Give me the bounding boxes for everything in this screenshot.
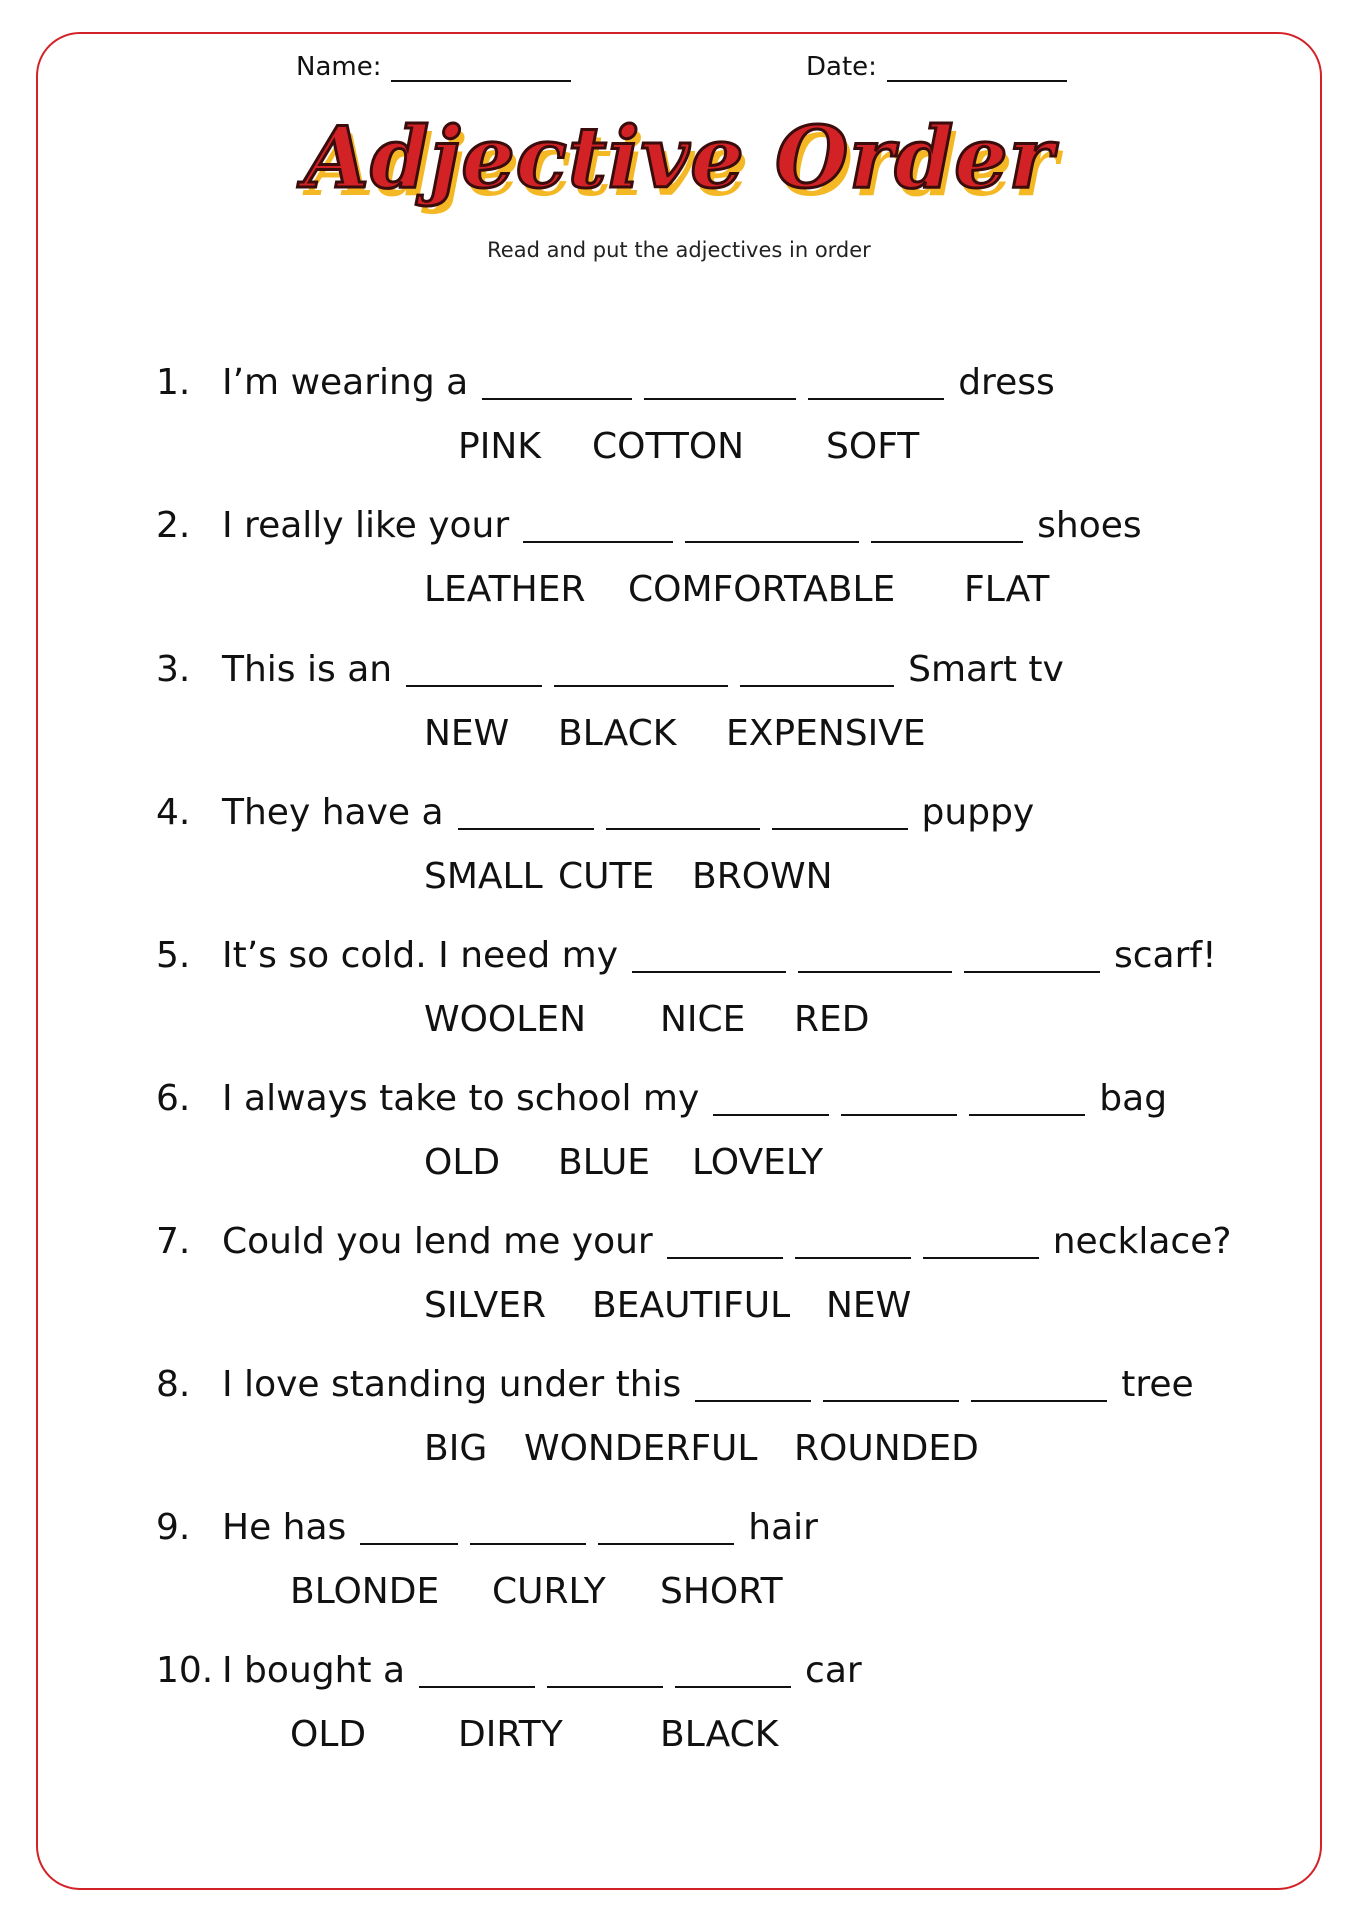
question-text-after: car xyxy=(805,1650,862,1691)
answer-blank[interactable] xyxy=(923,1221,1039,1259)
question-text-before: I always take to school my xyxy=(222,1078,700,1119)
question-text-after: dress xyxy=(958,362,1055,403)
answer-blank[interactable] xyxy=(772,792,908,830)
answer-blank[interactable] xyxy=(523,505,673,543)
question-number: 4. xyxy=(156,792,191,833)
answer-blank[interactable] xyxy=(458,792,594,830)
option-word: LOVELY xyxy=(692,1142,824,1183)
option-word: NEW xyxy=(826,1285,912,1326)
question-text-before: I love standing under this xyxy=(222,1364,682,1405)
option-word: BEAUTIFUL xyxy=(592,1285,791,1326)
question-7 xyxy=(156,1215,1231,1262)
option-word: SILVER xyxy=(424,1285,546,1326)
question-text-before: I bought a xyxy=(222,1650,406,1691)
option-word: NEW xyxy=(424,713,510,754)
answer-blank[interactable] xyxy=(547,1650,663,1688)
answer-blank[interactable] xyxy=(667,1221,783,1259)
date-label: Date: xyxy=(806,52,877,82)
question-number: 7. xyxy=(156,1221,191,1262)
option-word: PINK xyxy=(458,426,541,467)
question-number: 3. xyxy=(156,649,191,690)
answer-blank[interactable] xyxy=(675,1650,791,1688)
answer-blank[interactable] xyxy=(482,362,632,400)
question-text-after: Smart tv xyxy=(908,649,1064,690)
options-5 xyxy=(424,999,869,1040)
question-6 xyxy=(156,1072,1167,1119)
answer-blank[interactable] xyxy=(606,792,760,830)
answer-blank[interactable] xyxy=(632,935,786,973)
option-word: NICE xyxy=(660,999,746,1040)
option-word: SMALL xyxy=(424,856,543,897)
question-text-before: It’s so cold. I need my xyxy=(222,935,618,976)
question-number: 8. xyxy=(156,1364,191,1405)
question-9 xyxy=(156,1501,818,1548)
answer-blank[interactable] xyxy=(419,1650,535,1688)
question-text-before: I really like your xyxy=(222,505,510,546)
options-6 xyxy=(424,1142,823,1183)
option-word: LEATHER xyxy=(424,569,586,610)
question-text-after: necklace? xyxy=(1052,1221,1232,1262)
question-number: 10. xyxy=(156,1650,214,1691)
question-number: 1. xyxy=(156,362,191,403)
answer-blank[interactable] xyxy=(554,649,728,687)
answer-blank[interactable] xyxy=(713,1078,829,1116)
question-1 xyxy=(156,356,1055,403)
question-text-before: They have a xyxy=(222,792,444,833)
question-3 xyxy=(156,643,1064,690)
answer-blank[interactable] xyxy=(964,935,1100,973)
question-text-after: shoes xyxy=(1037,505,1142,546)
question-number: 2. xyxy=(156,505,191,546)
option-word: SOFT xyxy=(826,426,920,467)
answer-blank[interactable] xyxy=(740,649,894,687)
name-label: Name: xyxy=(296,52,382,82)
options-7 xyxy=(424,1285,911,1326)
answer-blank[interactable] xyxy=(685,505,859,543)
answer-blank[interactable] xyxy=(798,935,952,973)
options-8 xyxy=(424,1428,979,1469)
option-word: BLACK xyxy=(660,1714,779,1755)
question-8 xyxy=(156,1358,1194,1405)
name-field[interactable] xyxy=(296,52,571,82)
question-text-after: bag xyxy=(1099,1078,1168,1119)
option-word: COMFORTABLE xyxy=(628,569,896,610)
options-4 xyxy=(424,856,833,897)
answer-blank[interactable] xyxy=(808,362,944,400)
answer-blank[interactable] xyxy=(823,1364,959,1402)
option-word: CURLY xyxy=(492,1571,606,1612)
answer-blank[interactable] xyxy=(598,1507,734,1545)
option-word: WONDERFUL xyxy=(524,1428,758,1469)
answer-blank[interactable] xyxy=(644,362,796,400)
page-title: Adjective Order xyxy=(304,108,1054,207)
date-field[interactable] xyxy=(806,52,1067,82)
answer-blank[interactable] xyxy=(969,1078,1085,1116)
option-word: BIG xyxy=(424,1428,488,1469)
date-blank-line[interactable] xyxy=(887,52,1067,82)
name-blank-line[interactable] xyxy=(391,52,571,82)
answer-blank[interactable] xyxy=(360,1507,458,1545)
question-number: 5. xyxy=(156,935,191,976)
answer-blank[interactable] xyxy=(871,505,1023,543)
answer-blank[interactable] xyxy=(695,1364,811,1402)
question-text-before: Could you lend me your xyxy=(222,1221,653,1262)
option-word: CUTE xyxy=(558,856,655,897)
question-text-after: scarf! xyxy=(1114,935,1217,976)
answer-blank[interactable] xyxy=(841,1078,957,1116)
option-word: BLUE xyxy=(558,1142,651,1183)
question-number: 9. xyxy=(156,1507,191,1548)
options-3 xyxy=(424,713,926,754)
option-word: DIRTY xyxy=(458,1714,563,1755)
question-text-after: tree xyxy=(1121,1364,1194,1405)
option-word: EXPENSIVE xyxy=(726,713,926,754)
options-2 xyxy=(424,569,1049,610)
question-text-after: puppy xyxy=(921,792,1035,833)
answer-blank[interactable] xyxy=(470,1507,586,1545)
answer-blank[interactable] xyxy=(795,1221,911,1259)
option-word: OLD xyxy=(290,1714,367,1755)
question-2 xyxy=(156,499,1142,546)
options-1 xyxy=(458,426,919,467)
question-text-before: He has xyxy=(222,1507,347,1548)
instructions: Read and put the adjectives in order xyxy=(487,238,871,262)
question-4 xyxy=(156,786,1034,833)
option-word: ROUNDED xyxy=(794,1428,979,1469)
question-10 xyxy=(156,1644,862,1691)
option-word: BROWN xyxy=(692,856,833,897)
question-text-before: This is an xyxy=(222,649,393,690)
answer-blank[interactable] xyxy=(971,1364,1107,1402)
options-9 xyxy=(290,1571,783,1612)
option-word: RED xyxy=(794,999,870,1040)
options-10 xyxy=(290,1714,778,1755)
option-word: OLD xyxy=(424,1142,501,1183)
option-word: SHORT xyxy=(660,1571,783,1612)
question-5 xyxy=(156,929,1217,976)
option-word: COTTON xyxy=(592,426,745,467)
answer-blank[interactable] xyxy=(406,649,542,687)
option-word: WOOLEN xyxy=(424,999,586,1040)
question-text-after: hair xyxy=(748,1507,818,1548)
option-word: BLONDE xyxy=(290,1571,440,1612)
question-number: 6. xyxy=(156,1078,191,1119)
option-word: BLACK xyxy=(558,713,677,754)
question-text-before: I’m wearing a xyxy=(222,362,469,403)
option-word: FLAT xyxy=(964,569,1050,610)
